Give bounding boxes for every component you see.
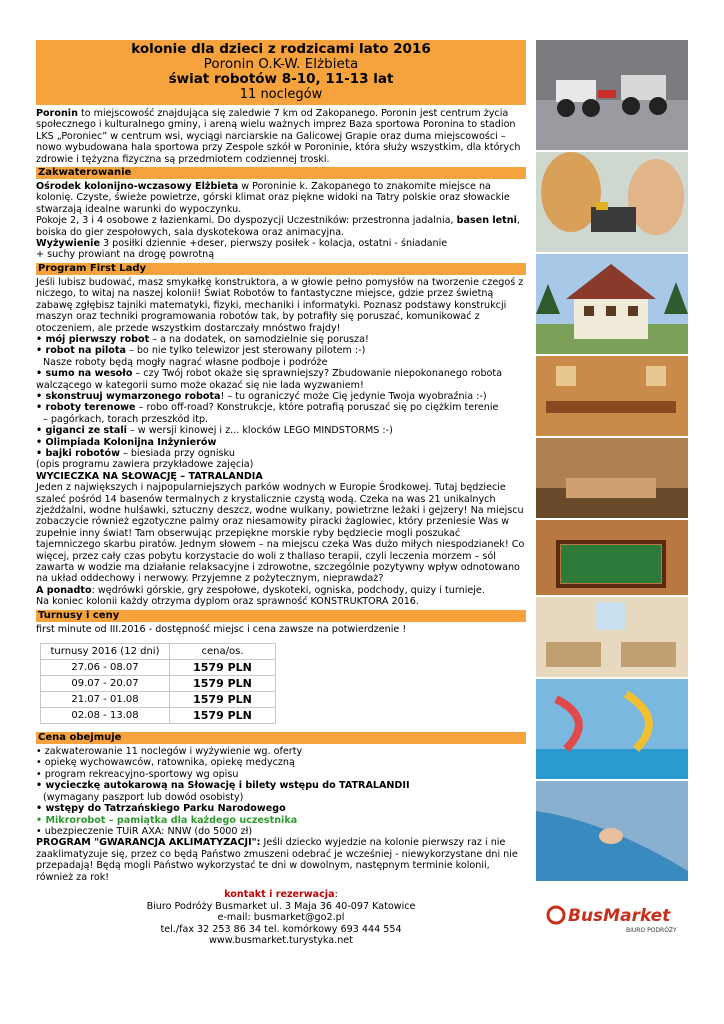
accommodation-text: Ośrodek kolonijno-wczasowy Elżbieta w Poroninie k. Zakopanego to znakomite miejsce na kolonię. Czyste, świeże powietrze, górski klimat oraz piękne widoki na Tatry polskie oraz słowackie stwarzają idealne warunki do wypoczynku. Pokoje 2, 3 i 4 osobowe z łazienkami. Do dyspozycji Uczestników: przestronna jadalnia, basen letni, boiska do gier zespołowych, sala dyskotekowa oraz animacyjna. Wyżywienie 3 posiłki dziennie +deser, pierwszy posiłek - kolacja, ostatni - śniadanie + suchy prowiant na drogę powrotną (36, 181, 520, 261)
building-photo (536, 254, 688, 354)
list-item: • bajki robotów – biesiada przy ognisku (36, 447, 235, 459)
place: Poronin O.K-W. Elżbieta (203, 56, 359, 72)
header-banner (36, 40, 526, 105)
table-row: 09.07 - 20.07 1579 PLN (41, 676, 276, 692)
photo-column (536, 40, 688, 883)
table-row: 21.07 - 01.08 1579 PLN (41, 692, 276, 708)
price-table (40, 643, 276, 724)
includes-list: • zakwaterowanie 11 noclegów i wyżywienie wg. oferty • opiekę wychowawców, ratownika, opiekę medyczną • program rekreacyjno-sportowy wg opisu • wycieczkę autokarową na Słowację i bilety wstępu do TATRALANDII (wymagany paszport lub dowód osobisty) • wstępy do Tatrzańskiego Parku Narodowego • Mikrorobot – pamiątka dla każdego uczestnika • ubezpieczenie TUiR AXA: NNW (do 5000 zł) PROGRAM "GWARANCJA AKLIMATYZACJI": Jeśli dziecko wyjedzie na kolonie pierwszy raz i nie zaaklimatyzuje się, przez co będą Państwo zmuszeni odebrać je wcześniej - niewykorzystane dni nie przepadają! Będą mogli Państwo wykorzystać te dni w dowolnym, następnym terminie kolonii, również za rok! (36, 746, 518, 883)
robots-photo (536, 40, 688, 150)
contact-block: kontakt i rezerwacja: Biuro Podróży Busmarket ul. 3 Maja 36 40-097 Katowice e-mail: busmarket@go2.pl tel./fax 32 253 86 34 tel. komórkowy 693 444 554 www.busmarket.turystyka.net (36, 889, 526, 947)
list-item: • skonstruuj wymarzonego robota! – tu ograniczyć może Cię jedynie Twoja wyobraźnia :-) (36, 390, 487, 402)
table-header: turnusy 2016 (12 dni) (41, 644, 170, 660)
section-terms: Turnusy i ceny (36, 610, 526, 622)
document (36, 40, 526, 947)
contact-label: kontakt i rezerwacja (224, 888, 335, 900)
dining-photo (536, 356, 688, 436)
waterslide-photo (536, 781, 688, 881)
terms-note: first minute od III.2016 - dostępność miejsc i cena zawsze na potwierdzenie ! (36, 623, 407, 635)
program-text: Jeśli lubisz budować, masz smykałkę konstruktora, a w głowie pełno pomysłów na tworzenie czegoś z niczego, to witaj na naszej kolonii! Świat Robotów to fantastyczne miejsce, gdzie przez świetną zabawę zgłębisz tajniki matematyki, fizyki, mechaniki i informatyki. Poznasz podstawy konstrukcji maszyn oraz techniki programowania robotów tak, by potrafiły się poruszać, komunikować z otoczeniem, ale przede wszystkim dostarczały mnóstwo frajdy! • mój pierwszy robot – a na dodatek, on samodzielnie się porusza! • robot na pilota – bo nie tylko telewizor jest sterowany pilotem :-) Nasze roboty będą mogły nagrać własne podboje i podróże • sumo na wesoło – czy Twój robot okaże się sprawniejszy? Zbudowanie niepokonanego robota walczącego w kategorii sumo może okazać się nie lada wyzwaniem! • skonstruuj wymarzonego robota! – tu ograniczyć może Cię jedynie Twoja wyobraźnia :-) • roboty terenowe – robo off-road? Konstrukcje, które potrafią poruszać się po ciężkim terenie – pagórkach, torach przeszkód itp. • giganci ze stali – w wersji kinowej i z... klocków LEGO MINDSTORMS :-) • Olimpiada Kolonijna Inżynierów • bajki robotów – biesiada przy ognisku (opis programu zawiera przykładowe zajęcia) WYCIECZKA NA SŁOWACJĘ – TATRALANDIA Jeden z największych i najpopularniejszych parków wodnych w Europie Środkowej. Tutaj będziecie szaleć pośród 14 basenów termalnych z krystalicznie czystą wodą. Czeka na was 21 unikalnych zjeżdżalni, wodne hulśawki, sztuczny deszcz, wodne wulkany, powietrzne leżaki i gejzery! Na miejscu zobaczycie również egzotyczne palmy oraz niesamowity piracki żaglowiec, który przeniesie Was w zupełnie inny świat! Tam obserwując przepiękne morskie ryby będziecie mogli poszukać tajemniczego skarbu piratów. Jednym słowem – na miejscu czeka Was dużo miłych niespodzianek! Co więcej, przez cały czas pobytu korzystacie do woli z thallaso terapii, czyli leczenia morzem – sól zawarta w wodzie ma działanie relaksacyjne i zdrowotne, szczególnie pozytywny wpływ odnotowano na układ oddechowy i nerwowy. Przyjemne z pożytecznym, nieprawdaż? A ponadto: wędrówki górskie, gry zespołowe, dyskoteki, ogniska, podchody, quizy i turnieje. Na koniec kolonii każdy otrzyma dyplom oraz sprawność KONSTRUKTORA 2016. (36, 276, 525, 608)
section-includes: Cena obejmuje (36, 732, 526, 744)
aquapark-photo (536, 679, 688, 779)
list-item: • sumo na wesoło – czy Twój robot okaże się sprawniejszy? Zbudowanie niepokonanego robota walczącego w kategorii sumo może okazać się nie lada wyzwaniem! (36, 368, 503, 391)
theme: świat robotów 8-10, 11-13 lat (168, 71, 394, 87)
list-item: • Olimpiada Kolonijna Inżynierów (36, 436, 217, 448)
list-item: • giganci ze stali – w wersji kinowej i z... klocków LEGO MINDSTORMS :-) (36, 425, 393, 437)
woodroom-photo (536, 438, 688, 518)
billiard-photo (536, 520, 688, 595)
section-accommodation: Zakwaterowanie (36, 167, 526, 179)
section-program: Program First Lady (36, 263, 526, 275)
bedroom-photo (536, 597, 688, 677)
svg-text:BIURO PODRÓŻY: BIURO PODRÓŻY (626, 927, 677, 934)
kids-lego-photo (536, 152, 688, 252)
list-item: • robot na pilota – bo nie tylko telewizor jest sterowany pilotem :-) (36, 345, 366, 357)
list-item: • roboty terenowe – robo off-road? Konstrukcje, które potrafią poruszać się po ciężkim terenie (36, 402, 499, 414)
intro-paragraph: Poronin to miejscowość znajdująca się zaledwie 7 km od Zakopanego. Poronin jest centrum życia społecznego i kulturalnego gminy, i areną wielu ważnych imprez Baza sportowa Poronina to stadion LKS „Poroniec” w centrum wsi, wyciągi narciarskie na Galicowej Grapie oraz duma miejscowości – nowo wybudowana hala sportowa przy Zespole szkół w Poroninie, która służy wszystkim, dla których zdrowie i tężyzna fizyczna są przedmiotem codziennej troski. (36, 108, 521, 165)
table-row: 02.08 - 13.08 1579 PLN (41, 708, 276, 724)
website-link[interactable]: www.busmarket.turystyka.net (209, 935, 353, 947)
svg-text:BusMarket: BusMarket (568, 906, 671, 926)
table-row: 27.06 - 08.07 1579 PLN (41, 660, 276, 676)
busmarket-logo (546, 903, 696, 935)
page-title: kolonie dla dzieci z rodzicami lato 2016 (131, 41, 431, 57)
list-item: • mój pierwszy robot – a na dodatek, on samodzielnie się porusza! (36, 333, 369, 345)
email-link[interactable]: e-mail: busmarket@go2.pl (217, 912, 345, 924)
nights: 11 noclegów (239, 87, 323, 102)
table-header: cena/os. (170, 644, 276, 660)
